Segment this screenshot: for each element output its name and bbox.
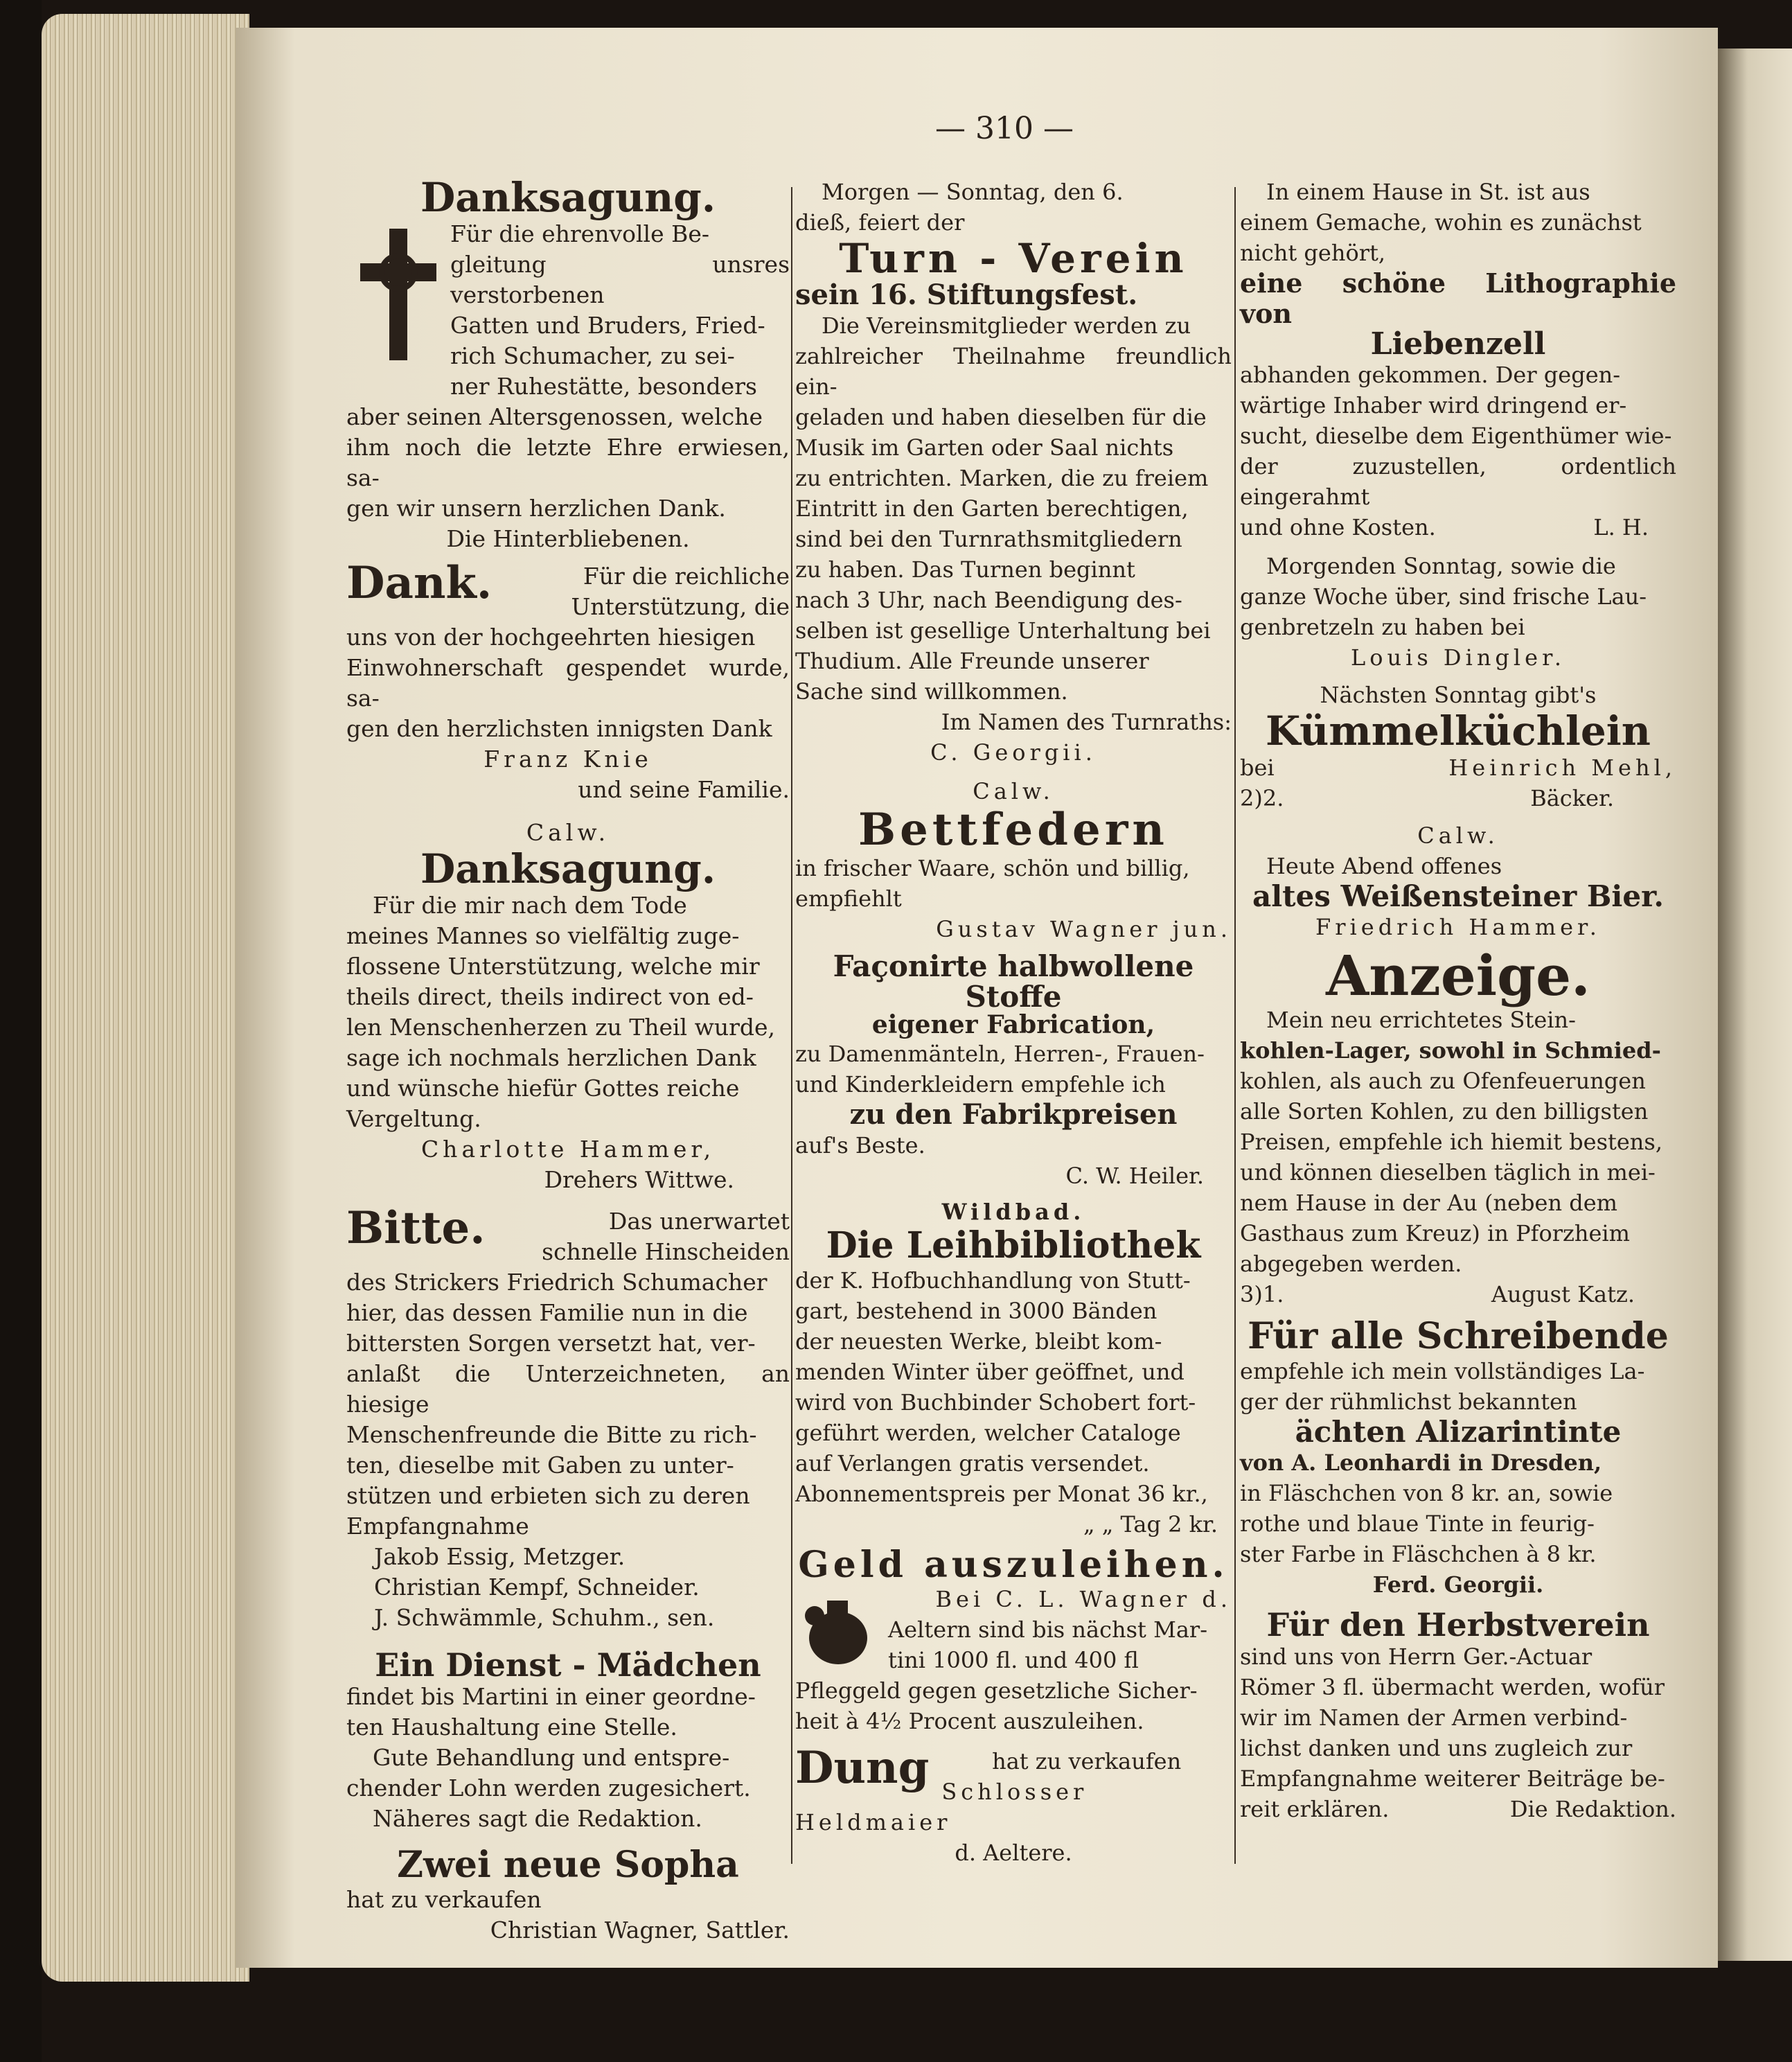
text-line: Die Vereinsmitglieder werden zu: [822, 312, 1191, 339]
ad-body: [346, 1201, 790, 1633]
text-line: und wünsche hiefür Gottes reiche: [346, 1074, 740, 1102]
text-line: in Fläschchen von 8 kr. an, sowie: [1240, 1479, 1613, 1506]
ad-signature: Die Hinterbliebenen.: [446, 525, 690, 552]
ad-title: Anzeige.: [1326, 942, 1590, 1008]
ad-body: [1240, 1005, 1676, 1310]
text-line: „ „ Tag 2 kr.: [1083, 1510, 1218, 1537]
text-line: Gute Behandlung und entspre-: [373, 1744, 730, 1772]
ad-title: Für alle Schreibende: [1248, 1314, 1669, 1357]
text-line: geladen und haben dieselben für die: [795, 403, 1207, 430]
text-line: Heute Abend offenes: [1266, 852, 1502, 879]
text-line: Gasthaus zum Kreuz) in Pforzheim: [1240, 1219, 1630, 1246]
text-line: Aeltern sind bis nächst Mar-: [888, 1616, 1208, 1644]
text-line: Näheres sagt die Redaktion.: [373, 1805, 702, 1833]
text-line: wärtige Inhaber wird dringend er-: [1240, 392, 1627, 418]
ad-body: [1240, 1356, 1676, 1600]
place-heading: Calw.: [1417, 822, 1499, 849]
next-page-edge: [1718, 49, 1792, 1961]
text-line: stützen und erbieten sich zu deren: [346, 1481, 750, 1509]
text-line: In einem Hause in St. ist aus: [1266, 179, 1590, 205]
ad-signature: Die Redaktion.: [1509, 1795, 1676, 1822]
ad-title: altes Weißensteiner Bier.: [1252, 879, 1664, 913]
ad-body: [795, 1584, 1232, 1736]
text-line: Empfangnahme weiterer Beiträge be-: [1240, 1765, 1665, 1792]
text-line: kohlen-Lager, sowohl in Schmied-: [1240, 1037, 1661, 1064]
place-heading: Calw.: [526, 818, 610, 846]
ad-title: Dung: [795, 1742, 930, 1795]
text-line: Unterstützung, die: [571, 592, 790, 620]
page-edges: [42, 14, 249, 1982]
ad-signature: Christian Kempf, Schneider.: [374, 1573, 700, 1601]
text-line: Einwohnerschaft gespendet wurde, sa-: [346, 653, 790, 712]
text-line: Abonnementspreis per Monat 36 kr.,: [795, 1480, 1208, 1507]
ad-signature: C. Georgii.: [930, 739, 1097, 766]
ad-signature: Drehers Wittwe.: [544, 1165, 734, 1193]
ad-body: [795, 853, 1232, 944]
text-line: bei: [1240, 754, 1275, 781]
text-line: Eintritt in den Garten berechtigen,: [795, 495, 1189, 522]
text-line: Gatten und Bruders, Fried-: [450, 311, 765, 339]
text-line: geführt werden, welcher Cataloge: [795, 1419, 1181, 1446]
text-line: abhanden gekommen. Der gegen-: [1240, 362, 1621, 388]
text-line: alle Sorten Kohlen, zu den billigsten: [1240, 1098, 1649, 1125]
text-line: Nächsten Sonntag gibt's: [1320, 682, 1597, 708]
ad-body: [1240, 912, 1676, 942]
text-line: meines Mannes so vielfältig zuge-: [346, 922, 740, 949]
text-line: dieß, feiert der: [795, 209, 965, 236]
text-line: ächten Alizarintinte: [1295, 1414, 1622, 1449]
text-line: hat zu verkaufen: [346, 1885, 542, 1913]
text-line: in frischer Waare, schön und billig,: [795, 855, 1190, 882]
ad-body: [1240, 851, 1676, 881]
ad-body: [795, 1742, 1232, 1868]
column-3: [1240, 177, 1676, 1824]
ad-title: Façonirte halbwollene Stoffe: [833, 949, 1194, 1014]
ad-signature: Bäcker.: [1530, 784, 1614, 811]
ad-body: [795, 1039, 1232, 1191]
ad-title: Ein Dienst - Mädchen: [375, 1646, 761, 1684]
text-line: Musik im Garten oder Saal nichts: [795, 434, 1174, 461]
text-line: der zuzustellen, ordentlich eingerahmt: [1240, 453, 1676, 510]
text-line: sind bei den Turnrathsmitgliedern: [795, 525, 1182, 552]
text-line: 3)1.: [1240, 1280, 1284, 1307]
text-line: theils direct, theils indirect von ed-: [346, 982, 754, 1010]
page-number: — 310 —: [935, 111, 1074, 146]
text-line: selben ist gesellige Unterhaltung bei: [795, 617, 1211, 644]
text-line: sage ich nochmals herzlichen Dank: [346, 1043, 756, 1071]
ad-title: eine schöne Lithographie von: [1240, 267, 1676, 329]
text-line: nem Hause in der Au (neben dem: [1240, 1189, 1617, 1216]
text-line: Thudium. Alle Freunde unserer: [795, 647, 1149, 674]
text-line: und können dieselben täglich in mei-: [1240, 1158, 1656, 1186]
ad-body: [346, 402, 790, 554]
text-line: empfiehlt: [795, 885, 902, 913]
ad-title: Bettfedern: [858, 803, 1169, 856]
text-line: von A. Leonhardi in Dresden,: [1240, 1449, 1602, 1476]
text-line: ten Haushaltung eine Stelle.: [346, 1713, 677, 1741]
text-line: flossene Unterstützung, welche mir: [346, 952, 760, 980]
text-line: reit erklären.: [1240, 1795, 1390, 1822]
ad-signature: Christian Wagner, Sattler.: [490, 1916, 790, 1944]
text-line: zahlreicher Theilnahme freundlich ein-: [795, 342, 1232, 400]
text-line: zu den Fabrikpreisen: [849, 1098, 1178, 1131]
ad-signature: Friedrich Hammer.: [1315, 913, 1601, 940]
ad-body: [1240, 1641, 1676, 1824]
text-line: rothe und blaue Tinte in feurig-: [1240, 1510, 1595, 1537]
ad-title: Danksagung.: [420, 174, 716, 221]
ad-signature: Charlotte Hammer,: [420, 1135, 716, 1163]
text-line: Empfangnahme: [346, 1512, 529, 1540]
ad-title: Kümmelküchlein: [1266, 707, 1651, 755]
text-line: ten, dieselbe mit Gaben zu unter-: [346, 1451, 734, 1479]
text-line: und ohne Kosten.: [1240, 514, 1436, 540]
ad-signature: Heinrich Mehl,: [1448, 754, 1676, 781]
column-rule: [791, 187, 792, 1864]
text-line: Bei C. L. Wagner d.: [935, 1586, 1232, 1613]
ad-signature: L. H.: [1593, 514, 1649, 540]
text-line: ger der rühmlichst bekannten: [1240, 1388, 1577, 1415]
ad-signature: Gustav Wagner jun.: [936, 916, 1232, 943]
text-line: Für die ehrenvolle Be-: [450, 220, 710, 247]
place-heading: Wildbad.: [941, 1199, 1085, 1226]
text-line: nicht gehört,: [1240, 240, 1386, 266]
text-line: zu Damenmänteln, Herren-, Frauen-: [795, 1041, 1205, 1068]
text-line: Pfleggeld gegen gesetzliche Sicher-: [795, 1677, 1198, 1704]
ad-signature: C. W. Heiler.: [1065, 1163, 1204, 1190]
text-line: hat zu verkaufen: [992, 1748, 1182, 1775]
ad-signature: d. Aeltere.: [955, 1840, 1072, 1867]
money-bag-icon: [795, 1588, 878, 1671]
ad-subtitle: sein 16. Stiftungsfest.: [795, 278, 1138, 311]
text-line: aber seinen Altersgenossen, welche: [346, 403, 763, 430]
text-line: Römer 3 fl. übermacht werden, wofür: [1240, 1673, 1665, 1700]
text-line: tini 1000 fl. und 400 fl: [888, 1647, 1139, 1674]
text-line: des Strickers Friedrich Schumacher: [346, 1268, 768, 1296]
text-line: kohlen, als auch zu Ofenfeuerungen: [1240, 1067, 1646, 1094]
text-line: uns von der hochgeehrten hiesigen: [346, 623, 756, 651]
text-line: gen wir unsern herzlichen Dank.: [346, 494, 726, 522]
column-1: [346, 174, 790, 1946]
ad-body: [346, 1682, 790, 1834]
ad-subtitle: eigener Fabrication,: [871, 1010, 1155, 1040]
text-line: menden Winter über geöffnet, und: [795, 1358, 1185, 1385]
text-line: der K. Hofbuchhandlung von Stutt-: [795, 1267, 1191, 1294]
ad-body: [795, 1265, 1232, 1540]
text-line: gen den herzlichsten innigsten Dank: [346, 714, 772, 742]
text-line: Mein neu errichtetes Stein-: [1266, 1006, 1576, 1033]
ad-title: Geld auszuleihen.: [798, 1543, 1229, 1586]
text-line: anlaßt die Unterzeichneten, an hiesige: [346, 1359, 790, 1418]
ad-signature: Jakob Essig, Metzger.: [374, 1542, 626, 1570]
ad-title: Bitte.: [346, 1201, 486, 1254]
text-line: 2)2.: [1240, 784, 1284, 811]
text-line: lichst danken und uns zugleich zur: [1240, 1734, 1633, 1761]
text-line: nach 3 Uhr, nach Beendigung des-: [795, 586, 1182, 613]
text-line: ster Farbe in Fläschchen à 8 kr.: [1240, 1540, 1597, 1567]
text-line: ganze Woche über, sind frische Lau-: [1240, 583, 1647, 610]
text-line: auf's Beste.: [795, 1132, 925, 1159]
text-line: Menschenfreunde die Bitte zu rich-: [346, 1420, 757, 1448]
ad-signature: Im Namen des Turnraths:: [941, 708, 1232, 735]
text-line: sind uns von Herrn Ger.-Actuar: [1240, 1643, 1593, 1670]
text-line: gart, bestehend in 3000 Bänden: [795, 1297, 1157, 1324]
column-rule: [1234, 187, 1236, 1864]
text-line: Sache sind willkommen.: [795, 678, 1068, 705]
column-2: [795, 177, 1232, 1868]
text-line: auf Verlangen gratis versendet.: [795, 1449, 1150, 1477]
ad-body: [346, 556, 790, 805]
text-line: und Kinderkleidern empfehle ich: [795, 1071, 1166, 1098]
text-line: einem Gemache, wohin es zunächst: [1240, 209, 1642, 236]
text-line: wird von Buchbinder Schobert fort-: [795, 1389, 1196, 1416]
text-line: zu entrichten. Marken, die zu freiem: [795, 464, 1209, 491]
text-line: gleitung unsres verstorbenen: [450, 250, 790, 308]
text-line: ner Ruhestätte, besonders: [450, 372, 757, 400]
ad-body: [346, 1885, 790, 1946]
text-line: schnelle Hinscheiden: [542, 1237, 790, 1265]
text-line: genbretzeln zu haben bei: [1240, 614, 1525, 640]
ad-body: [1240, 752, 1676, 813]
text-line: zu haben. Das Turnen beginnt: [795, 556, 1135, 583]
text-line: bittersten Sorgen versetzt hat, ver-: [346, 1329, 756, 1357]
ad-signature: und seine Familie.: [578, 775, 790, 803]
text-line: Morgen — Sonntag, den 6.: [822, 179, 1124, 205]
text-line: der neuesten Werke, bleibt kom-: [795, 1328, 1162, 1355]
ad-body: [795, 177, 1232, 238]
ad-body: [346, 219, 790, 402]
text-line: hier, das dessen Familie nun in die: [346, 1298, 748, 1326]
text-line: findet bis Martini in einer geordne-: [346, 1683, 756, 1711]
ad-body: [1240, 680, 1676, 710]
ad-signature: Franz Knie: [484, 745, 653, 773]
text-line: rich Schumacher, zu sei-: [450, 342, 735, 369]
ad-body: [795, 310, 1232, 768]
ad-title: Dank.: [346, 556, 493, 609]
text-line: Für die reichliche: [583, 562, 790, 590]
text-line: Das unerwartet: [608, 1207, 790, 1235]
ad-signature: J. Schwämmle, Schuhm., sen.: [374, 1603, 715, 1631]
text-line: ihm noch die letzte Ehre erwiesen, sa-: [346, 433, 790, 491]
ad-body: [1240, 177, 1676, 543]
text-line: empfehle ich mein vollständiges La-: [1240, 1357, 1645, 1384]
ad-title: Turn - Verein: [839, 235, 1188, 282]
text-line: Morgenden Sonntag, sowie die: [1266, 553, 1616, 579]
text-line: abgegeben werden.: [1240, 1250, 1462, 1277]
ad-signature: Louis Dingler.: [1350, 644, 1566, 671]
text-line: Schlosser Heldmaier: [795, 1779, 1088, 1836]
text-line: len Menschenherzen zu Theil wurde,: [346, 1013, 776, 1041]
text-line: Für die mir nach dem Tode: [373, 891, 687, 919]
text-line: Preisen, empfehle ich hiemit bestens,: [1240, 1128, 1662, 1155]
text-line: heit à 4½ Procent auszuleihen.: [795, 1708, 1144, 1735]
book-cover: [0, 0, 42, 2062]
ad-body: [346, 890, 790, 1195]
text-line: sucht, dieselbe dem Eigenthümer wie-: [1240, 423, 1672, 449]
ad-body: [1240, 551, 1676, 673]
place-heading: Calw.: [973, 777, 1054, 804]
ad-title: Danksagung.: [420, 845, 716, 892]
ad-title: Zwei neue Sopha: [397, 1844, 739, 1887]
text-line: Vergeltung.: [346, 1104, 481, 1132]
ad-title: Für den Herbstverein: [1266, 1605, 1650, 1644]
ad-signature: August Katz.: [1491, 1280, 1635, 1307]
ad-title: Die Leihbibliothek: [826, 1224, 1201, 1267]
text-line: chender Lohn werden zugesichert.: [346, 1774, 751, 1802]
ad-signature: Ferd. Georgii.: [1372, 1571, 1544, 1598]
ad-title: Liebenzell: [1370, 326, 1546, 362]
text-line: wir im Namen der Armen verbind-: [1240, 1704, 1628, 1731]
